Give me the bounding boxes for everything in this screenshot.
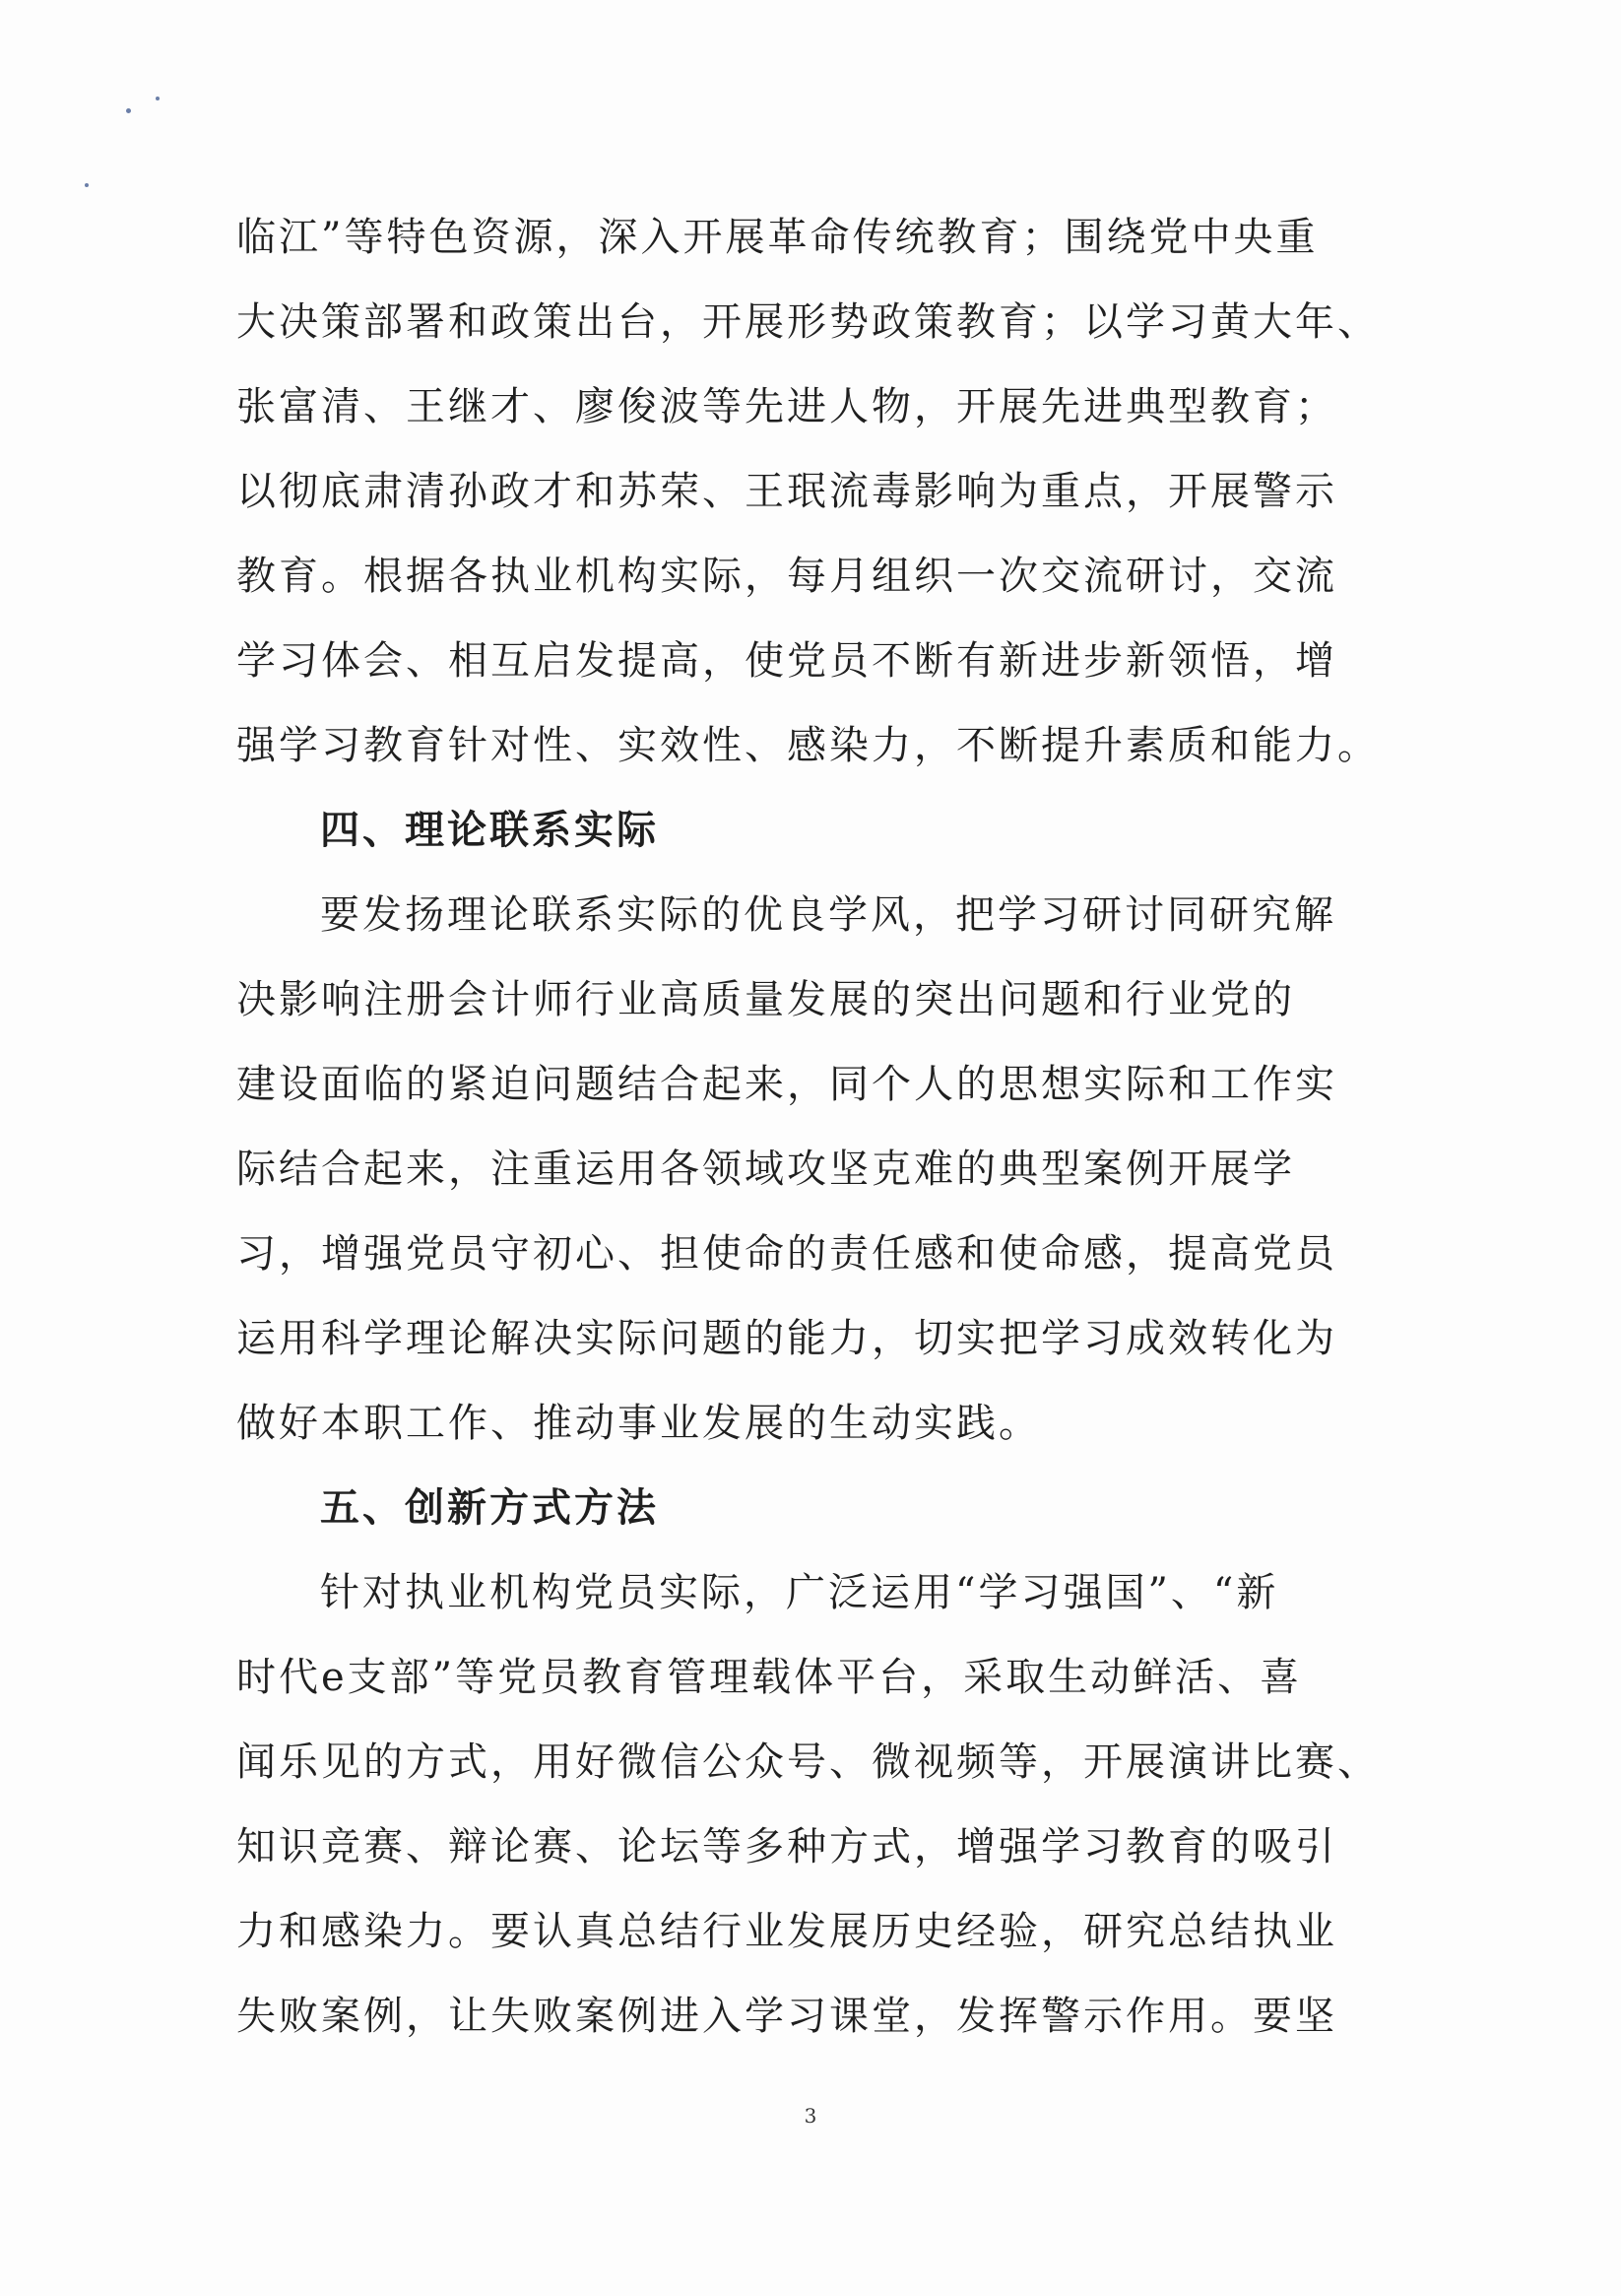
section-heading-5: 五、创新方式方法 xyxy=(320,1485,659,1531)
paragraph-line: 决影响注册会计师行业高质量发展的突出问题和行业党的 xyxy=(236,977,1295,1022)
paragraph-line: 知识竞赛、辩论赛、论坛等多种方式，增强学习教育的吸引 xyxy=(236,1824,1337,1870)
paragraph-line: 建设面临的紧迫问题结合起来，同个人的思想实际和工作实 xyxy=(236,1062,1337,1107)
section-heading-4: 四、理论联系实际 xyxy=(320,808,659,853)
paragraph-line: 做好本职工作、推动事业发展的生动实践。 xyxy=(236,1401,1041,1446)
paragraph-line: 教育。根据各执业机构实际，每月组织一次交流研讨，交流 xyxy=(236,554,1337,599)
paragraph-line: 力和感染力。要认真总结行业发展历史经验，研究总结执业 xyxy=(236,1909,1337,1954)
paragraph-line: 失败案例，让失败案例进入学习课堂，发挥警示作用。要坚 xyxy=(236,1994,1337,2039)
body-text xyxy=(236,195,1380,2059)
paragraph-line: 时代e支部”等党员教育管理载体平台，采取生动鲜活、喜 xyxy=(236,1655,1303,1700)
paragraph-line: 张富清、王继才、廖俊波等先进人物，开展先进典型教育； xyxy=(236,384,1337,429)
paragraph-line: 强学习教育针对性、实效性、感染力，不断提升素质和能力。 xyxy=(236,723,1380,768)
paragraph-line: 要发扬理论联系实际的优良学风，把学习研讨同研究解 xyxy=(320,892,1336,938)
scan-speck xyxy=(126,108,131,113)
paragraph-line: 闻乐见的方式，用好微信公众号、微视频等，开展演讲比赛、 xyxy=(236,1739,1380,1785)
scan-speck xyxy=(156,97,160,100)
paragraph-line: 大决策部署和政策出台，开展形势政策教育；以学习黄大年、 xyxy=(236,299,1380,345)
paragraph-line: 际结合起来，注重运用各领域攻坚克难的典型案例开展学 xyxy=(236,1147,1295,1192)
paragraph-line: 运用科学理论解决实际问题的能力，切实把学习成效转化为 xyxy=(236,1316,1337,1361)
scan-speck xyxy=(85,183,89,187)
paragraph-line: 学习体会、相互启发提高，使党员不断有新进步新领悟，增 xyxy=(236,638,1337,684)
paragraph-line: 临江”等特色资源，深入开展革命传统教育；围绕党中央重 xyxy=(236,215,1319,260)
paragraph-line: 针对执业机构党员实际，广泛运用“学习强国”、“新 xyxy=(320,1570,1279,1615)
paragraph-line: 习，增强党员守初心、担使命的责任感和使命感，提高党员 xyxy=(236,1231,1337,1277)
paragraph-line: 以彻底肃清孙政才和苏荣、王珉流毒影响为重点，开展警示 xyxy=(236,469,1337,514)
page-number: 3 xyxy=(804,2104,817,2128)
